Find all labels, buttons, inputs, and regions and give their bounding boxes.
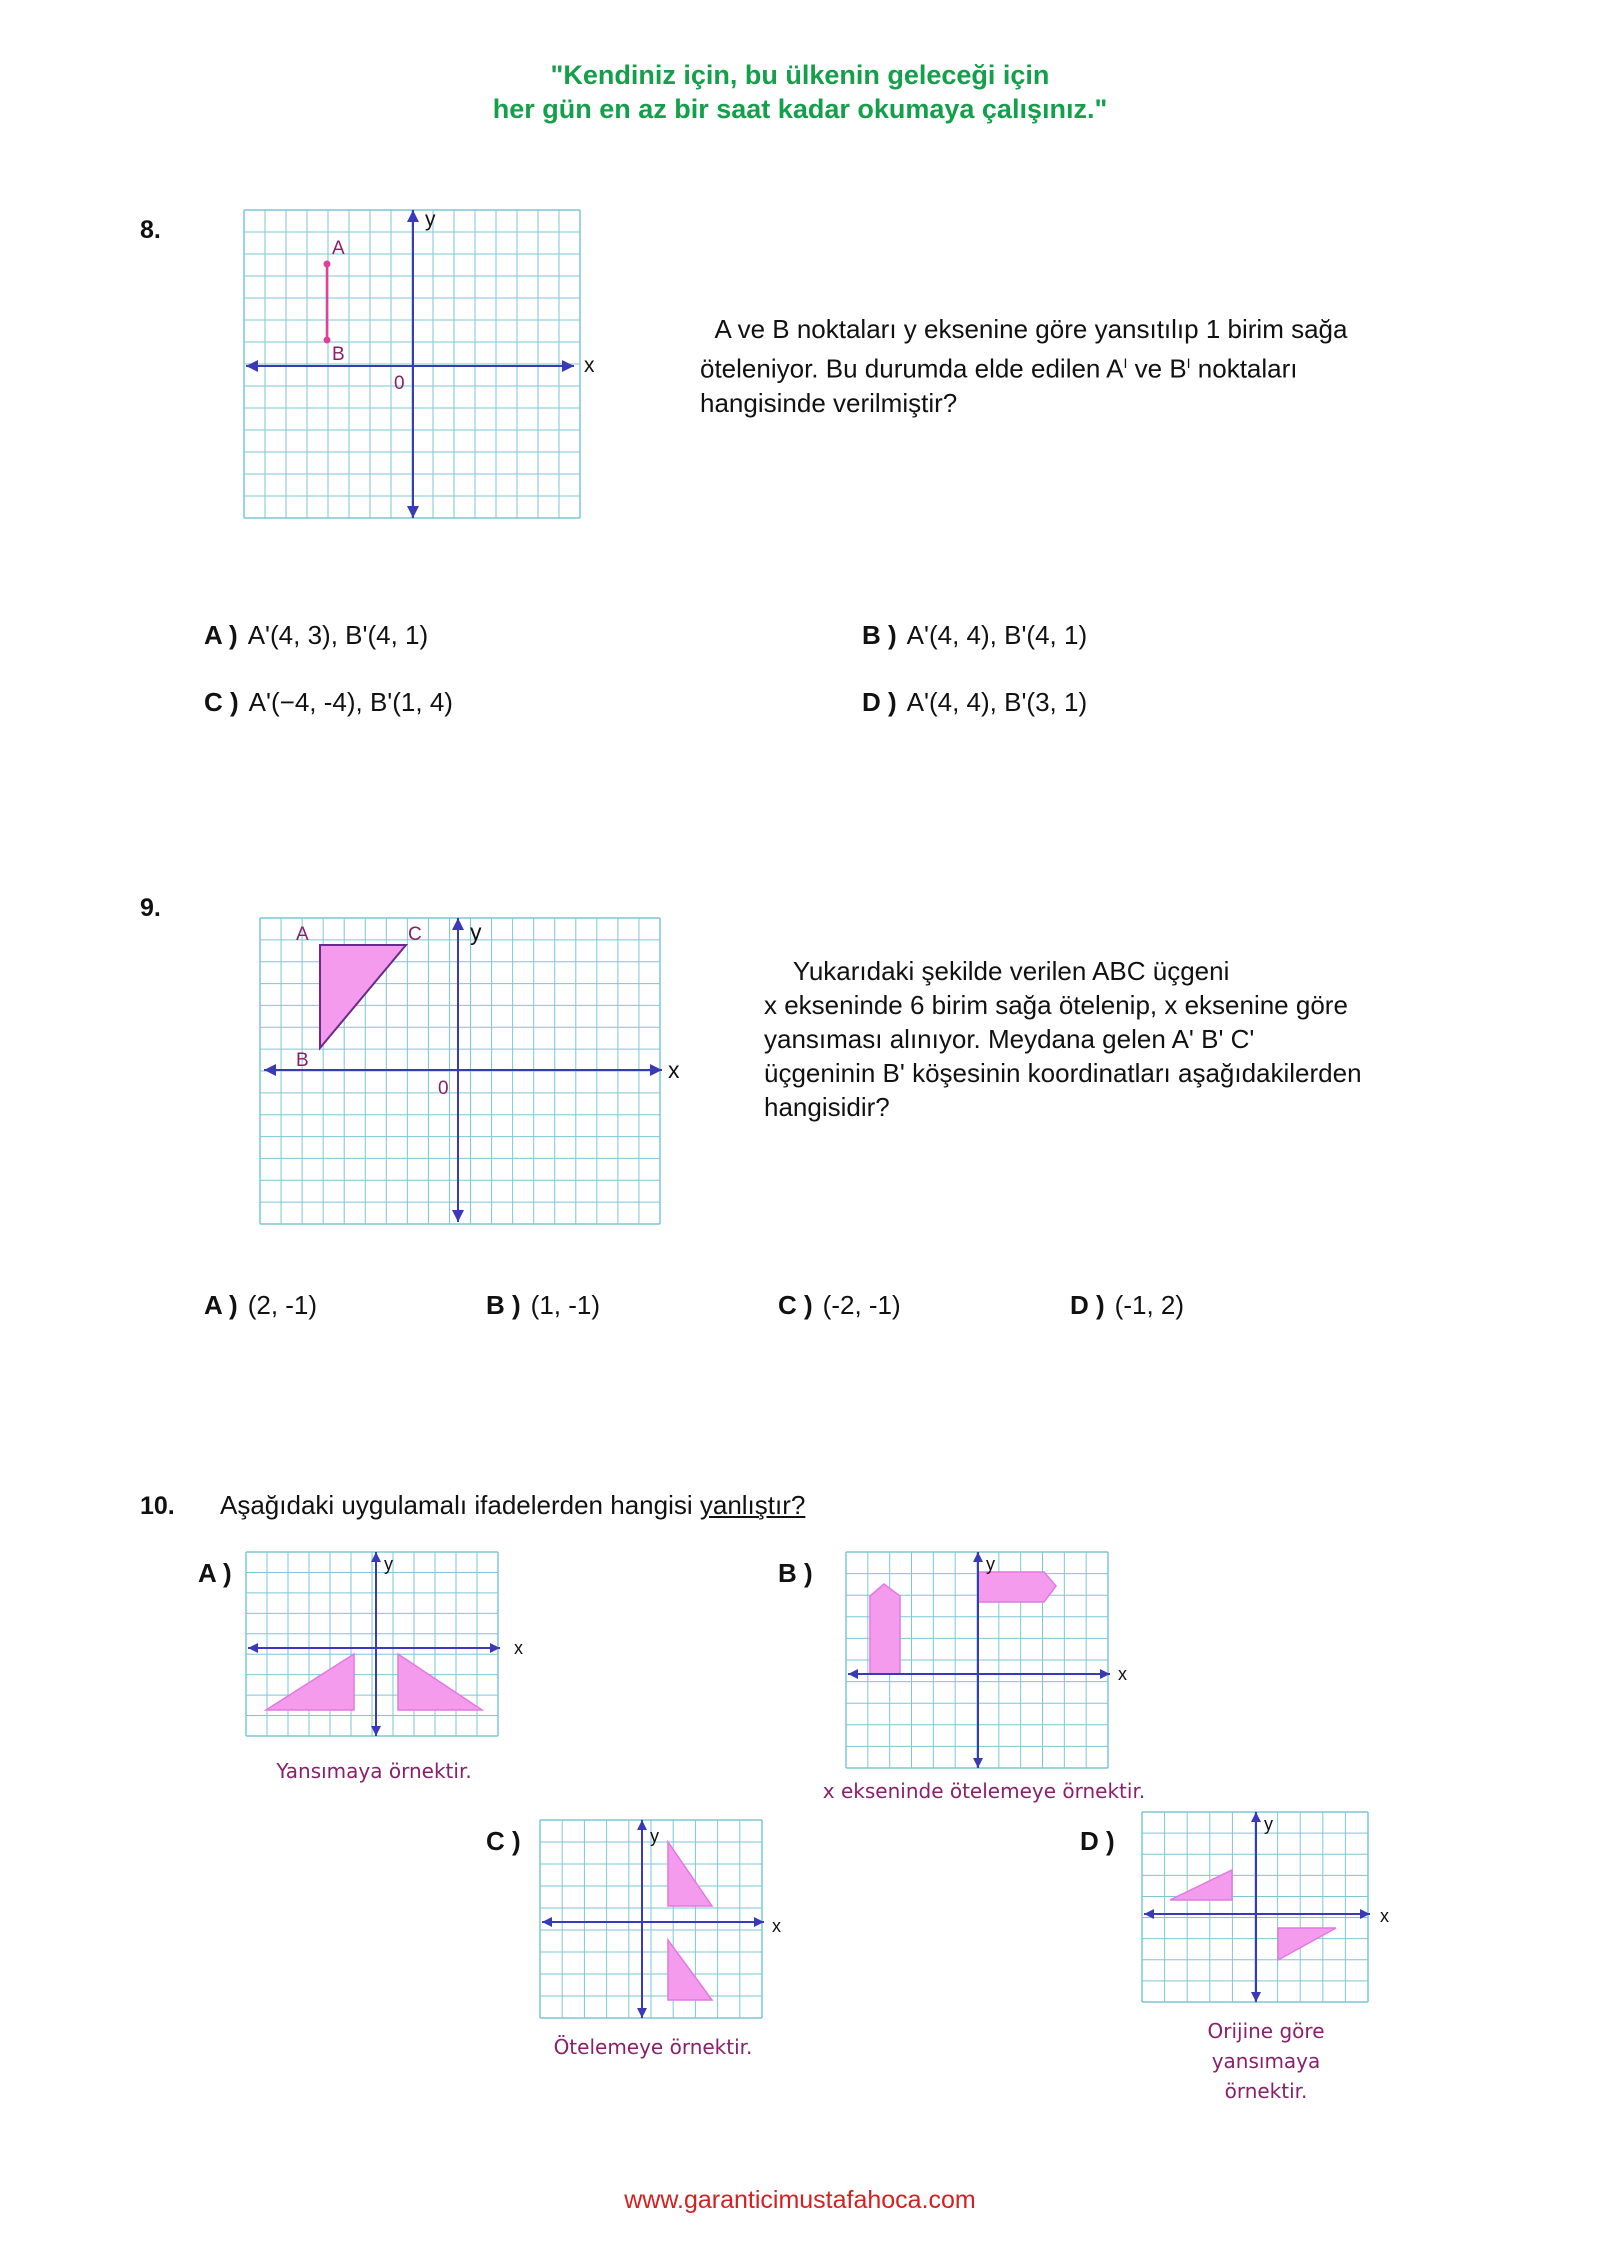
caption-line-3: örnektir. [1224,2079,1308,2103]
y-axis-bottom-arrow [452,1210,464,1222]
header-quote-line1: "Kendiniz için, bu ülkenin geleceği için [550,60,1050,90]
q10-option-b-letter[interactable]: B ) [778,1558,813,1588]
q10-option-a-caption: Yansımaya örnektir. [276,1759,472,1783]
q9-option-d[interactable]: D ) (-1, 2) [1070,1290,1185,1320]
lower-triangle [668,1940,712,2000]
x-axis-label: x [772,1916,781,1936]
x-axis-left-arrow [246,360,258,372]
origin-label: 0 [394,373,405,394]
question-10-number: 10. [140,1492,175,1520]
footer-url[interactable]: www.garanticimustafahoca.com [624,2186,976,2214]
question-9-number: 9. [140,894,161,922]
q10-option-c-caption: Ötelemeye örnektir. [553,2035,753,2059]
x-axis-right-arrow [562,360,574,372]
underlined-word: yanlıştır? [699,1490,806,1520]
question-8-graph [236,206,596,526]
q9-option-c[interactable]: C ) (-2, -1) [778,1290,901,1320]
q10-option-d-caption [1166,2016,1366,2106]
x-axis-left-arrow [264,1064,276,1076]
question-8-line3: hangisinde verilmiştir? [700,387,958,418]
q9-option-b[interactable]: B ) (1, -1) [486,1290,601,1320]
q8-option-b[interactable]: B ) A'(4, 4), B'(4, 1) [862,620,1088,650]
y-axis-label: y [1264,1814,1273,1834]
y-axis-label: y [986,1554,995,1574]
y-axis-label: y [425,208,436,231]
y-axis-label: y [470,919,482,945]
q9-option-a[interactable]: A ) (2, -1) [204,1290,318,1320]
point-b [324,337,331,344]
y-axis-top-arrow [407,210,419,222]
point-c-label: C [408,924,422,945]
point-b-label: B [332,344,345,365]
q10-option-d-graph [1140,1810,1404,2010]
x-axis-label: x [1118,1664,1127,1684]
x-axis-label: x [1380,1906,1389,1926]
origin-label: 0 [438,1078,449,1099]
x-axis-label: x [584,354,595,377]
lower-right-triangle [1278,1928,1336,1960]
q10-option-a-graph [244,1550,528,1758]
caption-line-2: yansımaya [1211,2049,1321,2073]
question-9-line4: üçgeninin B' köşesinin koordinatları aşağıdakilerden [764,1058,1362,1088]
left-house-shape [870,1584,900,1674]
question-8-text [700,312,1460,420]
question-9-line2: x ekseninde 6 birim sağa ötelenip, x eksenine göre [764,990,1348,1020]
header-quote-line2: her gün en az bir saat kadar okumaya çalışınız." [492,94,1108,124]
question-9-text [764,954,1524,1124]
upper-left-triangle [1170,1870,1232,1900]
q10-option-c-letter[interactable]: C ) [486,1826,521,1856]
right-triangle [398,1654,482,1710]
y-axis-bottom-arrow [407,506,419,518]
question-8-number: 8. [140,216,161,244]
y-axis-top-arrow [452,918,464,930]
x-axis-label: x [514,1638,523,1658]
question-8-line1: A ve B noktaları y eksenine göre yansıtılıp 1 birim sağa [714,314,1348,344]
point-a [324,261,331,268]
caption-line-1: Orijine göre [1207,2019,1325,2043]
question-9-line3: yansıması alınıyor. Meydana gelen A' B' C' [764,1024,1255,1054]
q8-option-c[interactable]: C ) A'(−4, -4), B'(1, 4) [204,687,453,717]
question-8-line2: öteleniyor. Bu durumda elde edilen $A^I$ ve $B^I$ noktaları [700,353,1298,384]
triangle-abc [320,945,406,1048]
q8-option-d[interactable]: D ) A'(4, 4), B'(3, 1) [862,687,1088,717]
question-9-line5: hangisidir? [764,1092,890,1122]
q10-option-c-graph [538,1818,794,2028]
right-pentagon-shape [978,1572,1056,1602]
upper-triangle [668,1842,712,1906]
question-9-graph [254,912,694,1232]
q10-option-a-letter[interactable]: A ) [198,1558,232,1588]
point-a-label: A [332,238,345,259]
y-axis-label: y [650,1826,659,1846]
q8-option-a[interactable]: A ) A'(4, 3), B'(4, 1) [204,620,429,650]
point-b-label: B [296,1050,309,1071]
q10-option-b-graph [844,1550,1134,1780]
question-9-line1: Yukarıdaki şekilde verilen ABC üçgeni [792,956,1230,986]
y-axis-label: y [384,1554,393,1574]
point-a-label: A [296,924,309,945]
question-10-text: Aşağıdaki uygulamalı ifadelerden hangisi yanlıştır? [220,1490,806,1520]
left-triangle [266,1654,354,1710]
grid [540,1820,762,2018]
q10-option-b-caption: x ekseninde ötelemeye örnektir. [822,1779,1146,1803]
x-axis-label: x [668,1057,680,1083]
q10-option-d-letter[interactable]: D ) [1080,1826,1115,1856]
